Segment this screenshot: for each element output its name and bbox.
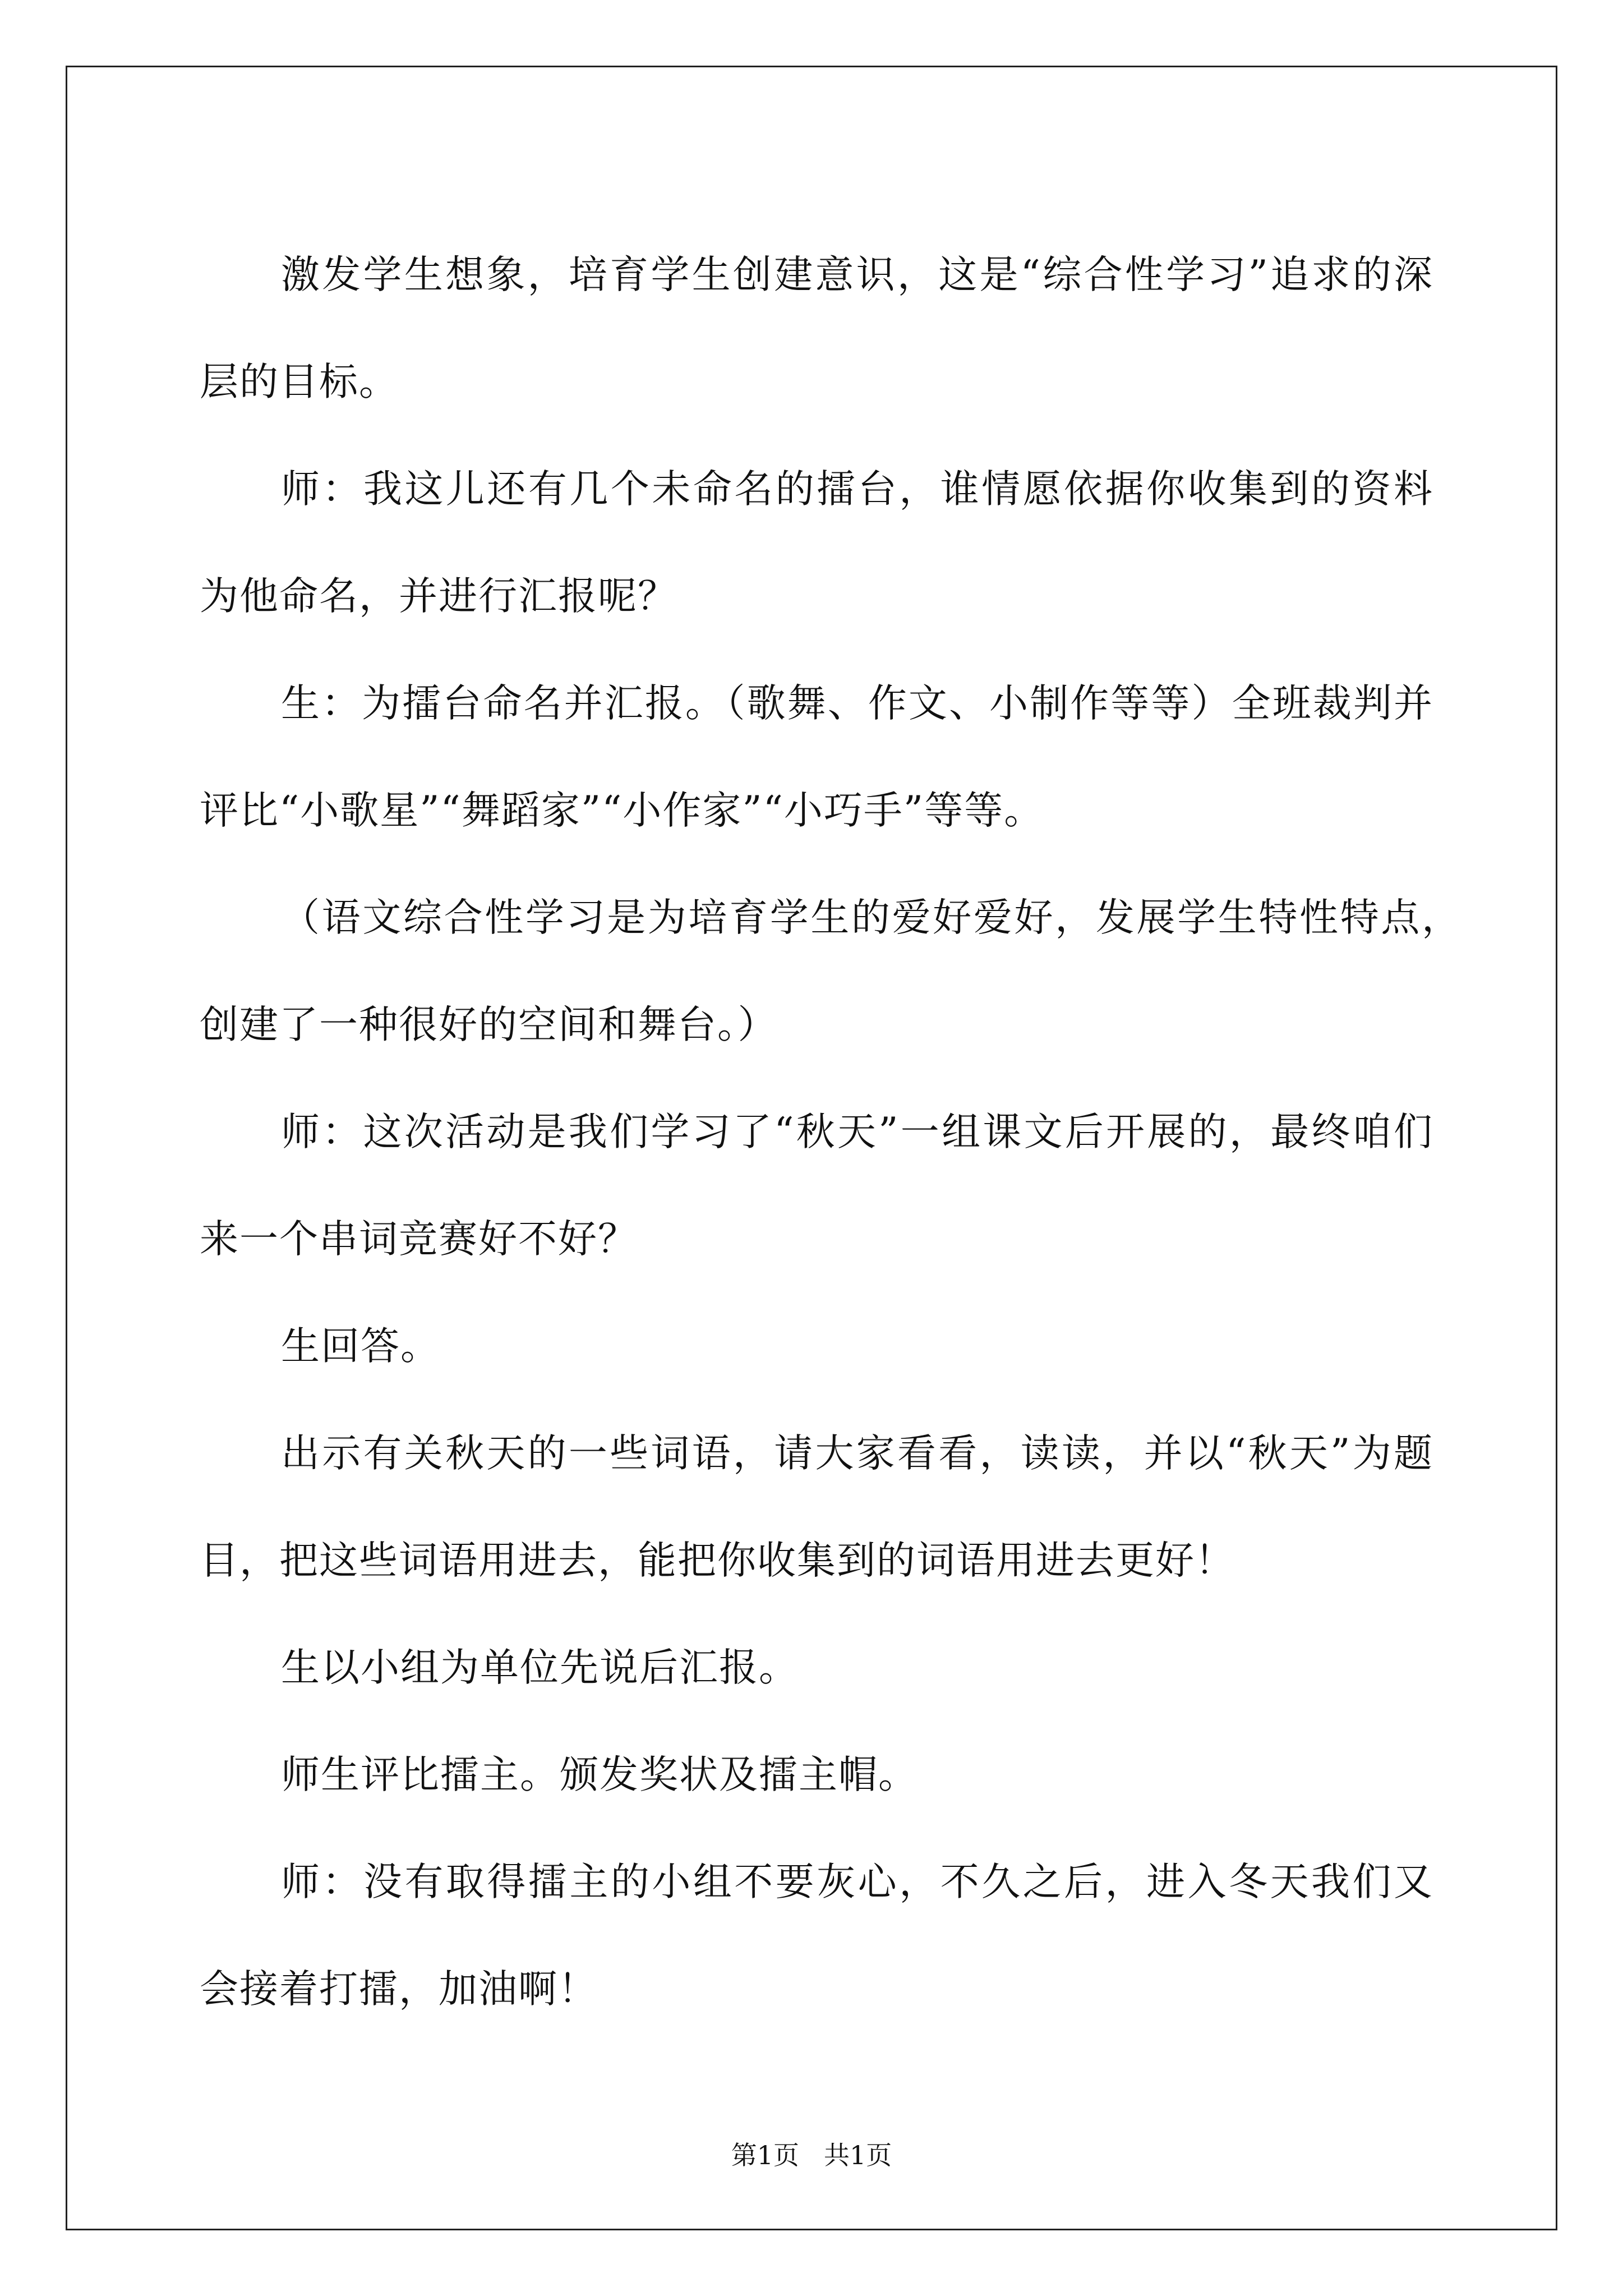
page-number: 第1页 xyxy=(731,2140,800,2170)
paragraph: 师：这次活动是我们学习了“秋天”一组课文后开展的，最终咱们来一个串词竞赛好不好？ xyxy=(200,1110,1433,1262)
paragraph: 生：为擂台命名并汇报。（歌舞、作文、小制作等等）全班裁判并评比“小歌星”“舞蹈家”“小作家”“小巧手”等等。 xyxy=(200,681,1433,833)
document-body xyxy=(200,222,1461,2043)
page-total: 共1页 xyxy=(823,2140,892,2170)
paragraph: 激发学生想象，培育学生创建意识，这是“综合性学习”追求的深层的目标。 xyxy=(200,252,1433,404)
paragraph: 出示有关秋天的一些词语，请大家看看，读读，并以“秋天”为题目，把这些词语用进去，能把你收集到的词语用进去更好！ xyxy=(200,1431,1433,1583)
paragraph: 生回答。 xyxy=(281,1324,440,1369)
paragraph: 师：我这儿还有几个未命名的擂台，谁情愿依据你收集到的资料为他命名，并进行汇报呢？ xyxy=(200,467,1433,619)
paragraph: （语文综合性学习是为培育学生的爱好爱好，发展学生特性特点，创建了一种很好的空间和舞台。） xyxy=(200,895,1461,1047)
paragraph: 师生评比擂主。颁发奖状及擂主帽。 xyxy=(281,1752,918,1797)
paragraph: 生以小组为单位先说后汇报。 xyxy=(281,1645,799,1690)
paragraph: 师：没有取得擂主的小组不要灰心，不久之后，进入冬天我们又会接着打擂，加油啊！ xyxy=(200,1860,1433,2012)
page-footer xyxy=(0,2138,1623,2172)
